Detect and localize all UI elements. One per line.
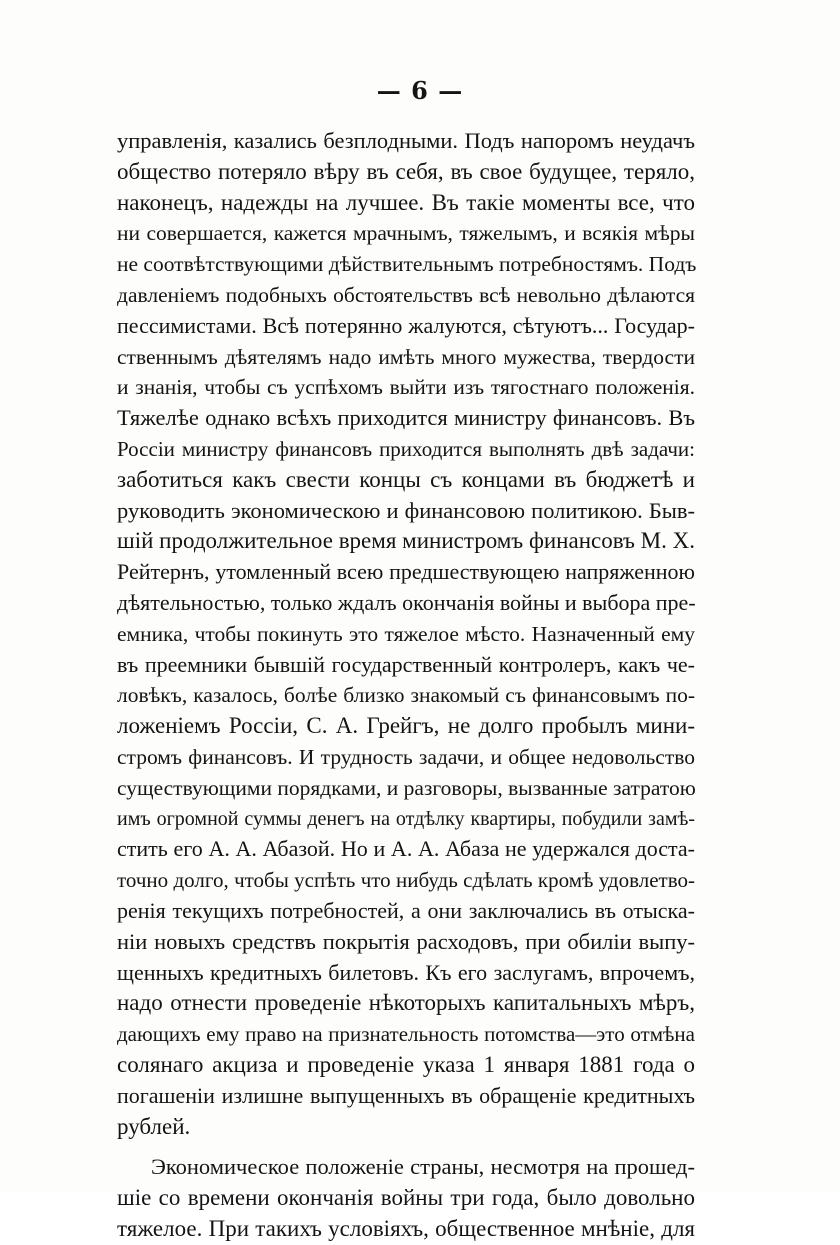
page-number: — 6 — <box>376 76 464 105</box>
text-line: наконецъ, надежды на лучшее. Въ такіе моменты все, что <box>117 189 695 215</box>
text-line: Экономическое положеніе страны, несмотря на прошед- <box>151 1154 695 1180</box>
text-line: щенныхъ кредитныхъ билетовъ. Къ его заслугамъ, впрочемъ, <box>117 959 695 985</box>
text-line: Тяжелѣе однако всѣхъ приходится министру финансовъ. Въ <box>117 405 695 431</box>
text-line: стить его А. А. Абазой. Но и А. А. Абаза не удержался доста- <box>117 836 695 862</box>
text-line: давленіемъ подобныхъ обстоятельствъ всѣ невольно дѣлаются <box>117 282 695 307</box>
text-line: шій продолжительное время министромъ финансовъ М. Х. <box>117 528 695 554</box>
text-line: управленія, казались безплодными. Подъ напоромъ неудачъ <box>117 128 695 153</box>
text-line: дѣятельностью, только ждалъ окончанія войны и выбора пре- <box>117 589 696 615</box>
text-line: ни совершается, кажется мрачнымъ, тяжелымъ, и всякія мѣры <box>117 221 695 246</box>
text-line: заботиться какъ свести концы съ концами въ бюджетѣ и <box>117 466 695 492</box>
text-line: руководить экономическою и финансовою политикою. Быв- <box>117 497 695 523</box>
text-line: Россіи министру финансовъ приходится выполнять двѣ задачи: <box>117 436 695 461</box>
text-line: ренія текущихъ потребностей, а они заключались въ отыска- <box>117 897 695 923</box>
paragraph-2 <box>117 1152 695 1244</box>
text-line: ложеніемъ Россіи, С. А. Грейгъ, не долго пробылъ мини- <box>117 713 695 739</box>
text-line: ловѣкъ, казалось, болѣе близко знакомый съ финансовымъ по- <box>117 683 695 708</box>
body-text <box>117 126 695 1245</box>
text-line: рублей. <box>117 1113 191 1139</box>
paragraph-gap <box>117 1142 695 1152</box>
text-line: шіе со времени окончанія войны три года, было довольно <box>117 1185 695 1211</box>
text-line: дающихъ ему право на признательность потомства—это отмѣна <box>117 1022 695 1047</box>
text-line: общество потеряло вѣру въ себя, въ свое будущее, теряло, <box>117 158 695 184</box>
text-line: точно долго, чтобы успѣть что нибудь сдѣлать кромѣ удовлетво- <box>117 868 695 893</box>
text-line: ніи новыхъ средствъ покрытія расходовъ, при обиліи выпу- <box>117 928 695 954</box>
text-line: имъ огромной суммы денегъ на отдѣлку квартиры, побудили замѣ- <box>117 807 695 830</box>
text-line: тяжелое. При такихъ условіяхъ, общественное мнѣніе, для <box>117 1215 695 1241</box>
text-line: въ преемники бывшій государственный контролеръ, какъ че- <box>117 651 695 677</box>
text-line: ственнымъ дѣятелямъ надо имѣть много мужества, твердости <box>117 344 695 369</box>
text-line: существующими порядками, и разговоры, вызванные затратою <box>117 775 696 800</box>
paragraph-1 <box>117 126 695 1142</box>
text-line: стромъ финансовъ. И трудность задачи, и общее недовольство <box>117 744 695 769</box>
text-line: емника, чтобы покинуть это тяжелое мѣсто. Назначенный ему <box>117 621 695 646</box>
text-line: солянаго акциза и проведеніе указа 1 января 1881 года о <box>117 1051 695 1077</box>
text-line: Рейтернъ, утомленный всею предшествующею напряженною <box>117 559 695 585</box>
text-line: пессимистами. Всѣ потерянно жалуются, сѣтуютъ... Государ- <box>117 312 695 338</box>
text-line: погашеніи излишне выпущенныхъ въ обращеніе кредитныхъ <box>117 1082 695 1108</box>
text-line: надо отнести проведеніе нѣкоторыхъ капитальныхъ мѣръ, <box>117 990 695 1016</box>
text-line: не соотвѣтствующими дѣйствительнымъ потребностямъ. Подъ <box>117 252 697 277</box>
text-line: и знанія, чтобы съ успѣхомъ выйти изъ тягостнаго положенія. <box>117 375 695 400</box>
